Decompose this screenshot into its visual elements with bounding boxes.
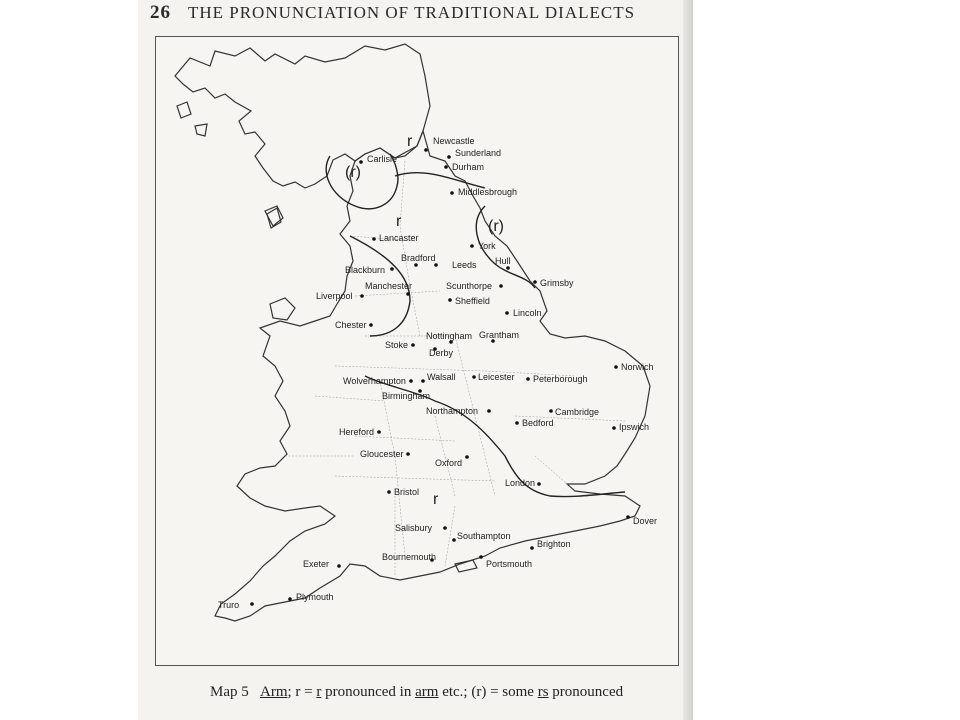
place-lincoln bbox=[505, 308, 541, 318]
place-sheffield bbox=[448, 296, 490, 306]
place-label: London bbox=[505, 478, 536, 488]
place-gloucester bbox=[360, 449, 410, 459]
place-norwich bbox=[614, 362, 653, 372]
place-nottingham bbox=[426, 331, 472, 344]
place-label: Liverpool bbox=[316, 291, 353, 301]
place-label: Bournemouth bbox=[382, 552, 437, 562]
place-salisbury bbox=[395, 523, 447, 533]
place-hull bbox=[495, 256, 511, 270]
place-leicester bbox=[472, 372, 514, 382]
caption-text-c: etc.; (r) = some bbox=[438, 684, 538, 700]
place-truro bbox=[218, 600, 254, 610]
place-wolverhampton bbox=[343, 376, 413, 386]
place-label: Carlisle bbox=[367, 154, 398, 164]
caption-word-arm-2: arm bbox=[415, 684, 439, 700]
place-label: Truro bbox=[218, 600, 240, 610]
place-label: Nottingham bbox=[426, 331, 473, 341]
place-bradford bbox=[401, 253, 436, 267]
place-label: Hull bbox=[495, 256, 511, 266]
place-label: Southampton bbox=[457, 531, 511, 541]
place-label: Gloucester bbox=[360, 449, 404, 459]
place-label: Oxford bbox=[435, 458, 463, 468]
place-bournemouth bbox=[382, 552, 436, 562]
place-grimsby bbox=[533, 278, 574, 288]
caption-text-d: pronounced bbox=[548, 684, 624, 700]
caption-symbol-r: r bbox=[316, 684, 322, 700]
place-label: Walsall bbox=[427, 372, 456, 382]
place-derby bbox=[429, 347, 454, 358]
place-label: Cambridge bbox=[555, 407, 600, 417]
place-label: Newcastle bbox=[433, 136, 475, 146]
place-label: Grantham bbox=[479, 330, 520, 340]
map-canvas bbox=[155, 36, 679, 666]
place-walsall bbox=[421, 372, 455, 383]
place-label: Exeter bbox=[303, 559, 330, 569]
caption-text-a: ; r = bbox=[287, 684, 317, 700]
place-label: Lancaster bbox=[379, 233, 419, 243]
place-label: York bbox=[478, 241, 496, 251]
page-number: 26 bbox=[150, 2, 171, 23]
place-london bbox=[505, 478, 541, 488]
place-label: Salisbury bbox=[395, 523, 433, 533]
county-boundaries bbox=[285, 161, 625, 576]
zone-label-carlisle-paren-r: (r) bbox=[345, 164, 361, 181]
place-leeds bbox=[434, 260, 477, 270]
place-northampton bbox=[426, 406, 491, 416]
place-portsmouth bbox=[479, 555, 532, 569]
place-hereford bbox=[339, 427, 381, 437]
place-label: Leicester bbox=[478, 372, 515, 382]
place-birmingham bbox=[382, 389, 430, 401]
place-stoke bbox=[385, 340, 415, 350]
place-label: Bradford bbox=[401, 253, 436, 263]
place-chester bbox=[335, 320, 373, 330]
place-york bbox=[470, 241, 496, 251]
place-label: Plymouth bbox=[296, 592, 334, 602]
map-caption bbox=[210, 684, 680, 701]
place-label: Lincoln bbox=[513, 308, 542, 318]
place-oxford bbox=[435, 455, 469, 468]
place-label: Birmingham bbox=[382, 391, 431, 401]
place-southampton bbox=[452, 531, 510, 542]
place-label: Bristol bbox=[394, 487, 420, 497]
place-brighton bbox=[530, 539, 570, 550]
place-label: Ipswich bbox=[619, 422, 650, 432]
place-exeter bbox=[303, 559, 341, 569]
page-title: THE PRONUNCIATION OF TRADITIONAL DIALECTS bbox=[187, 3, 636, 22]
place-blackburn bbox=[345, 265, 394, 275]
place-label: Dover bbox=[633, 516, 658, 526]
place-label: Derby bbox=[429, 348, 454, 358]
place-lancaster bbox=[372, 233, 418, 243]
place-label: Middlesbrough bbox=[458, 187, 518, 197]
place-label: Hereford bbox=[339, 427, 375, 437]
caption-symbol-rs: rs bbox=[537, 684, 549, 700]
zone-label-south-r: r bbox=[433, 491, 439, 508]
place-label: Brighton bbox=[537, 539, 571, 549]
place-manchester bbox=[365, 281, 412, 296]
place-label: Grimsby bbox=[540, 278, 574, 288]
place-cambridge bbox=[549, 407, 599, 417]
place-label: Scunthorpe bbox=[446, 281, 493, 291]
place-middlesbrough bbox=[450, 187, 517, 197]
place-ipswich bbox=[612, 422, 649, 432]
place-label: Leeds bbox=[452, 260, 477, 270]
place-label: Manchester bbox=[365, 281, 413, 291]
place-label: Durham bbox=[452, 162, 485, 172]
caption-map-label: Map 5 bbox=[210, 684, 249, 700]
isogloss-north-east bbox=[395, 173, 485, 188]
place-label: Peterborough bbox=[533, 374, 588, 384]
place-label: Northampton bbox=[426, 406, 479, 416]
scotland-islands bbox=[177, 102, 283, 226]
anglesey bbox=[270, 298, 295, 320]
place-label: Norwich bbox=[621, 362, 654, 372]
scotland-coast bbox=[175, 44, 430, 188]
caption-text-b: pronounced in bbox=[321, 684, 416, 700]
caption-word-arm: Arm bbox=[260, 684, 288, 700]
place-bedford bbox=[515, 418, 553, 428]
isle-of-wight bbox=[455, 560, 477, 572]
place-peterborough bbox=[526, 374, 587, 384]
zone-label-north-r: r bbox=[407, 133, 413, 150]
place-sunderland bbox=[447, 148, 501, 159]
place-label: Blackburn bbox=[345, 265, 386, 275]
zone-label-york-paren-r: (r) bbox=[488, 218, 504, 235]
place-bristol bbox=[387, 487, 419, 497]
place-label: Stoke bbox=[385, 340, 409, 350]
page-edge-shadow bbox=[683, 0, 693, 720]
place-label: Chester bbox=[335, 320, 367, 330]
place-label: Wolverhampton bbox=[343, 376, 406, 386]
zone-label-lancaster-r: r bbox=[396, 213, 402, 230]
page-header bbox=[150, 2, 670, 26]
place-durham bbox=[444, 162, 484, 172]
place-grantham bbox=[479, 330, 519, 343]
place-scunthorpe bbox=[446, 281, 503, 291]
place-label: Portsmouth bbox=[486, 559, 533, 569]
place-label: Bedford bbox=[522, 418, 554, 428]
place-carlisle bbox=[359, 154, 397, 164]
place-label: Sheffield bbox=[455, 296, 490, 306]
place-label: Sunderland bbox=[455, 148, 502, 158]
